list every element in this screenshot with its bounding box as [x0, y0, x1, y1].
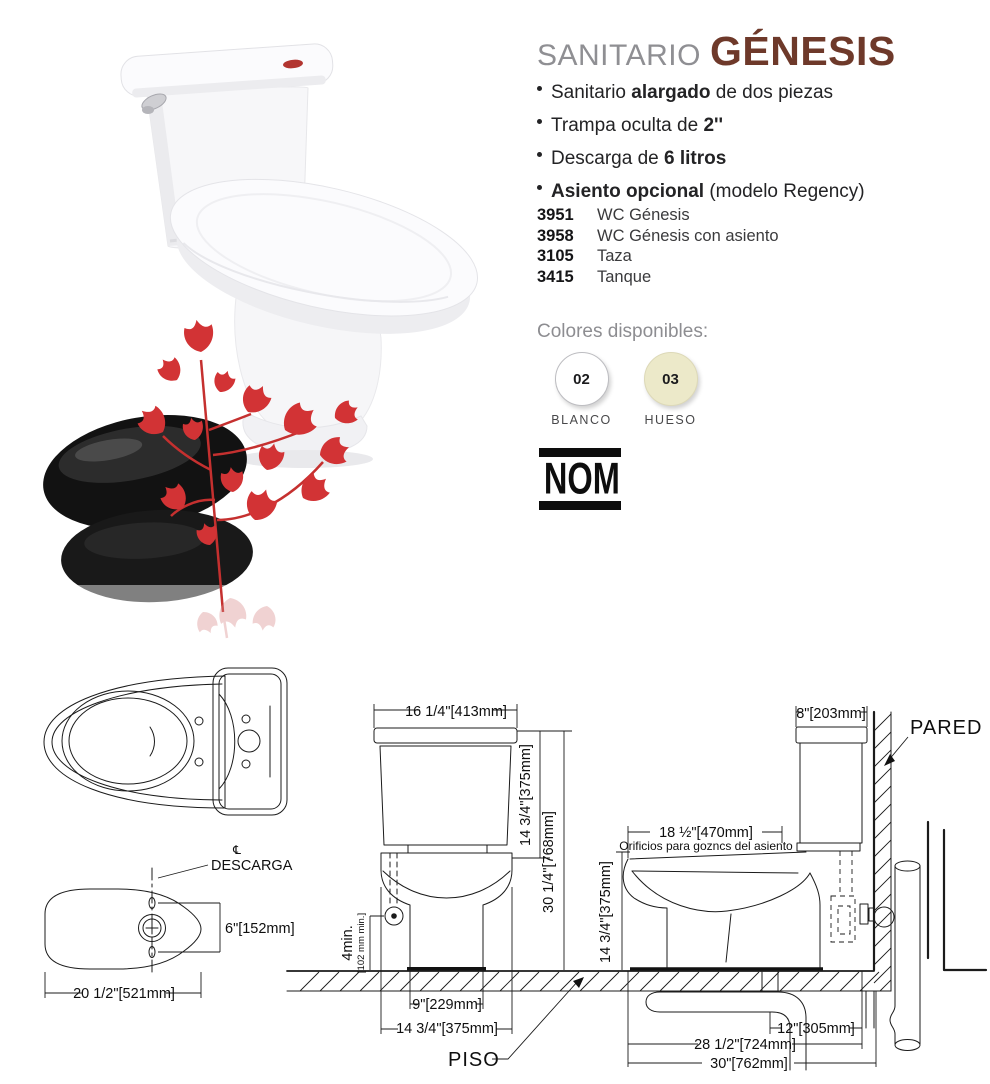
feature-item: Trampa oculta de 2'' — [537, 109, 865, 142]
technical-drawing — [0, 640, 990, 1084]
dim-bowl-width: 14 3/4"[375mm] — [396, 1021, 498, 1037]
dim-hinge-holes: 18 ½"[470mm] — [659, 825, 753, 841]
feature-list — [537, 76, 865, 208]
page-title — [537, 28, 896, 75]
dim-footprint-width: 20 1/2"[521mm] — [73, 986, 175, 1002]
swatch-circle: 02 — [555, 352, 609, 406]
feature-item: Descarga de 6 litros — [537, 142, 865, 175]
dim-rim-height: 14 3/4"[375mm] — [598, 861, 614, 963]
nom-letters: NOM — [543, 453, 620, 503]
swatch-hueso — [626, 352, 715, 427]
front-view-drawing — [340, 704, 584, 1071]
bullet-icon — [537, 86, 542, 91]
swatch-blanco — [537, 352, 626, 427]
dim-depth-to-tank: 28 1/2"[724mm] — [694, 1037, 796, 1053]
swatch-label: HUESO — [644, 413, 697, 427]
color-swatches — [537, 352, 715, 427]
pared-label: PARED — [910, 717, 983, 739]
feature-item: Asiento opcional (modelo Regency) — [537, 175, 865, 208]
descarga-label: DESCARGA — [211, 858, 293, 874]
dim-min-clearance-mm: [102 mm min.] — [356, 912, 367, 974]
dim-min-clearance: 4min. — [340, 925, 356, 961]
dim-base-width: 9"[229mm] — [412, 997, 482, 1013]
code-row: 3105 Taza — [537, 247, 632, 265]
dim-total-height: 30 1/4"[768mm] — [541, 811, 557, 913]
product-code-list — [537, 205, 779, 287]
title-prefix: SANITARIO — [537, 39, 701, 72]
bullet-icon — [537, 119, 542, 124]
dim-tank-width: 16 1/4"[413mm] — [405, 704, 507, 720]
dim-tank-height: 14 3/4"[375mm] — [518, 744, 534, 846]
swatch-circle: 03 — [644, 352, 698, 406]
top-view-drawing — [44, 668, 287, 815]
product-photo — [5, 0, 515, 640]
code-row: 3415 Tanque — [537, 267, 652, 286]
dim-tank-depth: 8"[203mm] — [796, 706, 866, 722]
code-row: 3951 WC Génesis — [537, 206, 690, 224]
code-row: 3958 WC Génesis con asiento — [537, 226, 779, 245]
title-brand-name: GÉNESIS — [709, 28, 896, 74]
footprint-drawing — [45, 843, 295, 1002]
orificios-label: Orificios para gozncs del asiento — [619, 839, 793, 853]
dim-drain-offset: 12"[305mm] — [777, 1021, 855, 1037]
centerline-symbol: ℄ — [233, 843, 241, 857]
toilet-illustration — [120, 43, 491, 468]
side-view-drawing — [598, 706, 986, 1072]
dim-total-depth: 30"[762mm] — [710, 1056, 788, 1072]
piso-label: PISO — [448, 1049, 500, 1071]
feature-item: Sanitario alargado de dos piezas — [537, 76, 865, 109]
floor-hatch — [287, 971, 891, 991]
colors-heading: Colores disponibles: — [537, 321, 709, 342]
dim-footprint-offset: 6"[152mm] — [225, 921, 295, 937]
nom-certification-logo — [539, 448, 621, 510]
swatch-label: BLANCO — [551, 413, 612, 427]
bullet-icon — [537, 185, 542, 190]
bullet-icon — [537, 152, 542, 157]
